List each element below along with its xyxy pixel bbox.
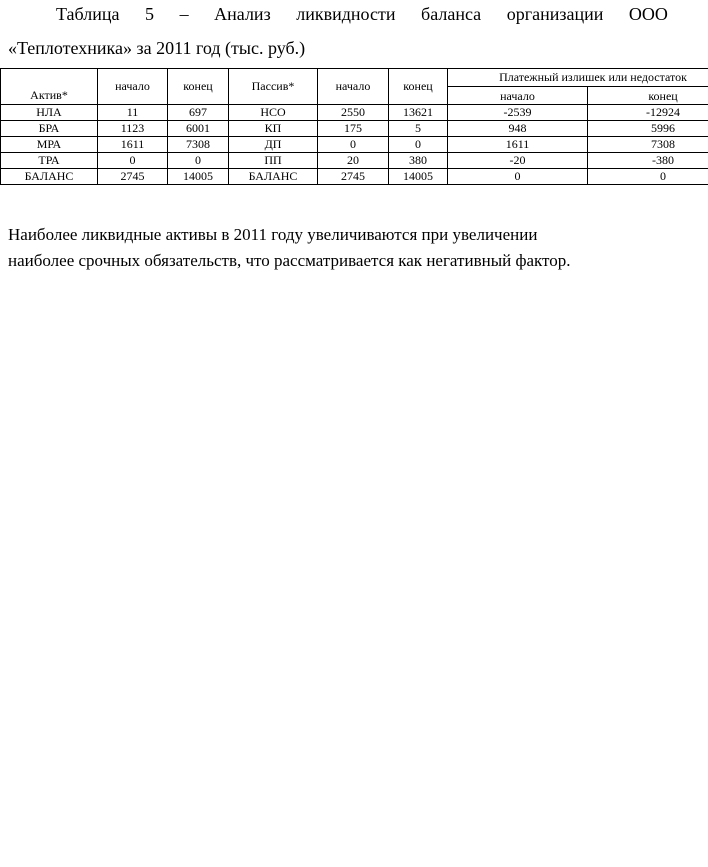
header-start-2: начало <box>318 69 389 105</box>
caption-word: организации <box>506 4 604 24</box>
header-end: конец <box>168 69 229 105</box>
table-cell: НЛА <box>1 105 98 121</box>
table-cell: -2539 <box>448 105 588 121</box>
table-cell: 1611 <box>98 137 168 153</box>
header-surplus-start: начало <box>448 87 588 105</box>
table-row <box>1 169 708 185</box>
table-cell: 2745 <box>98 169 168 185</box>
table-caption <box>8 0 668 62</box>
caption-word: ликвидности <box>296 4 396 24</box>
table-cell: 697 <box>168 105 229 121</box>
table-cell: ТРА <box>1 153 98 169</box>
table-cell: 1123 <box>98 121 168 137</box>
table-body <box>1 105 708 185</box>
table-cell: НСО <box>229 105 318 121</box>
body-paragraph <box>8 222 698 274</box>
header-surplus: Платежный излишек или недостаток <box>448 69 708 87</box>
caption-word: 5 <box>145 4 155 24</box>
caption-word: ООО <box>628 4 668 24</box>
table-cell: 7308 <box>168 137 229 153</box>
table-cell: 5996 <box>588 121 708 137</box>
table-row <box>1 105 708 121</box>
table-cell: 0 <box>448 169 588 185</box>
caption-word: баланса <box>421 4 482 24</box>
table-cell: МРА <box>1 137 98 153</box>
table-cell: ПП <box>229 153 318 169</box>
table-cell: 0 <box>98 153 168 169</box>
table-cell: БАЛАНС <box>1 169 98 185</box>
header-end-2: конец <box>389 69 448 105</box>
caption-word: Анализ <box>214 4 271 24</box>
table-cell: -20 <box>448 153 588 169</box>
table-cell: БРА <box>1 121 98 137</box>
table-cell: 11 <box>98 105 168 121</box>
header-liability: Пассив* <box>229 69 318 105</box>
table-cell: -12924 <box>588 105 708 121</box>
table-row <box>1 153 708 169</box>
table-cell: 0 <box>168 153 229 169</box>
table-cell: БАЛАНС <box>229 169 318 185</box>
table-cell: 20 <box>318 153 389 169</box>
table-cell: 0 <box>318 137 389 153</box>
table-row <box>1 137 708 153</box>
table-cell: 7308 <box>588 137 708 153</box>
table-row <box>1 121 708 137</box>
header-row <box>1 69 708 87</box>
table-cell: 0 <box>389 137 448 153</box>
paragraph-line: Наиболее ликвидные активы в 2011 году увеличиваются при увеличении <box>8 225 538 244</box>
caption-word: Таблица <box>56 4 120 24</box>
header-start: начало <box>98 69 168 105</box>
table-cell: 6001 <box>168 121 229 137</box>
liquidity-table <box>0 68 708 185</box>
header-asset: Актив* <box>1 69 98 105</box>
table-cell: 380 <box>389 153 448 169</box>
table-cell: 13621 <box>389 105 448 121</box>
caption-line-1 <box>8 0 668 28</box>
caption-word: – <box>179 4 189 24</box>
table-cell: 14005 <box>389 169 448 185</box>
table-cell: -380 <box>588 153 708 169</box>
table-cell: 1611 <box>448 137 588 153</box>
table-cell: 948 <box>448 121 588 137</box>
table-cell: ДП <box>229 137 318 153</box>
table-cell: 5 <box>389 121 448 137</box>
header-surplus-end: конец <box>588 87 708 105</box>
table-cell: 2745 <box>318 169 389 185</box>
table-cell: 0 <box>588 169 708 185</box>
table-cell: КП <box>229 121 318 137</box>
table-cell: 175 <box>318 121 389 137</box>
table-cell: 2550 <box>318 105 389 121</box>
paragraph-line: наиболее срочных обязательств, что рассматривается как негативный фактор. <box>8 251 571 270</box>
table-cell: 14005 <box>168 169 229 185</box>
caption-line-2: «Теплотехника» за 2011 год (тыс. руб.) <box>8 38 306 58</box>
